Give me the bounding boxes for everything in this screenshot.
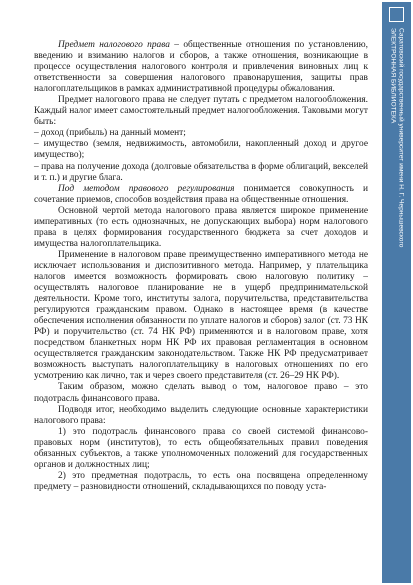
paragraph-not-confuse: Предмет налогового права не следует путать с предметом налогообложения. Каждый налог имеет самостоятельный предмет налогообложения. Таковыми могут быть: bbox=[34, 95, 368, 128]
watermark-text: Саратовский государственный университет имени Н. Г. Чернышевского ЭЛЕКТРОННАЯ БИБЛИОТЕКА bbox=[389, 28, 405, 248]
library-watermark-strip bbox=[382, 2, 411, 583]
paragraph-main-feature: Основной чертой метода налогового права является широкое применение императивных (то есть однозначных, не допускающих выбора) норм налогового права в целях формирования государственного бюджета за счет доходов и имущества налогоплательщика. bbox=[34, 205, 368, 249]
term-method: Под методом правового регулирования bbox=[58, 183, 235, 194]
document-body bbox=[34, 40, 368, 493]
paragraph-conclusion: Таким образом, можно сделать вывод о том, налоговое право – это подотрасль финансового права. bbox=[34, 382, 368, 404]
paragraph-item-1: 1) это подотрасль финансового права со своей системой финансово-правовых норм (институтов), то есть общеобязательных правил поведения обязанных субъектов, а также уполномоченных положений для государственных органов и должностных лиц; bbox=[34, 426, 368, 470]
paragraph-item-2: 2) это предметная подотрасль, то есть она посвящена определенному предмету – разновидности отношений, складывающихся по поводу уста- bbox=[34, 470, 368, 492]
paragraph-dispositive: Применение в налоговом праве преимущественно императивного метода не исключает использования и диспозитивного метода. Например, у плательщика налогов имеется возможность формировать свою налоговую политику – осуществлять налоговое планирование не в ущерб предпринимательской деятельности. Кроме того, институты залога, поручительства, представительства регулируются гражданским правом. Однако в настоящее время (в качестве обеспечения исполнения обязанности по уплате налогов и сборов) залог (ст. 73 НК РФ) и поручительство (ст. 74 НК РФ) применяются и в налоговом праве, хотя посредством бланкетных норм НК РФ их правовая регламентация в основном осуществляется гражданским законодательством. Также НК РФ предусматривает возможность выступать налогоплательщику в налоговых отношениях по его усмотрению как лично, так и через своего представителя (ст. 26–29 НК РФ). bbox=[34, 249, 368, 382]
library-logo-icon bbox=[389, 7, 404, 22]
paragraph-subject: Предмет налогового права – общественные отношения по установлению, введению и взиманию налогов и сборов, а также отношения, возникающие в процессе осуществления налогового контроля и привлечения виновных лиц к ответственности за совершения налогового правонарушения, защиты прав налогоплательщиков в рамках административной процедуры обжалования. bbox=[34, 40, 368, 95]
list-item: – имущество (земля, недвижимость, автомобили, накопленный доход и другое имущество); bbox=[34, 139, 368, 161]
paragraph-method: Под методом правового регулирования понимается совокупность и сочетание приемов, способов воздействия права на общественные отношения. bbox=[34, 183, 368, 205]
list-item: – права на получение дохода (долговые обязательства в форме облигаций, векселей и т. п.) и другие блага. bbox=[34, 161, 368, 183]
term-subject: Предмет налогового права bbox=[58, 40, 170, 50]
paragraph-summary: Подводя итог, необходимо выделить следующие основные характеристики налогового права: bbox=[34, 404, 368, 426]
list-item: – доход (прибыль) на данный момент; bbox=[34, 128, 186, 139]
